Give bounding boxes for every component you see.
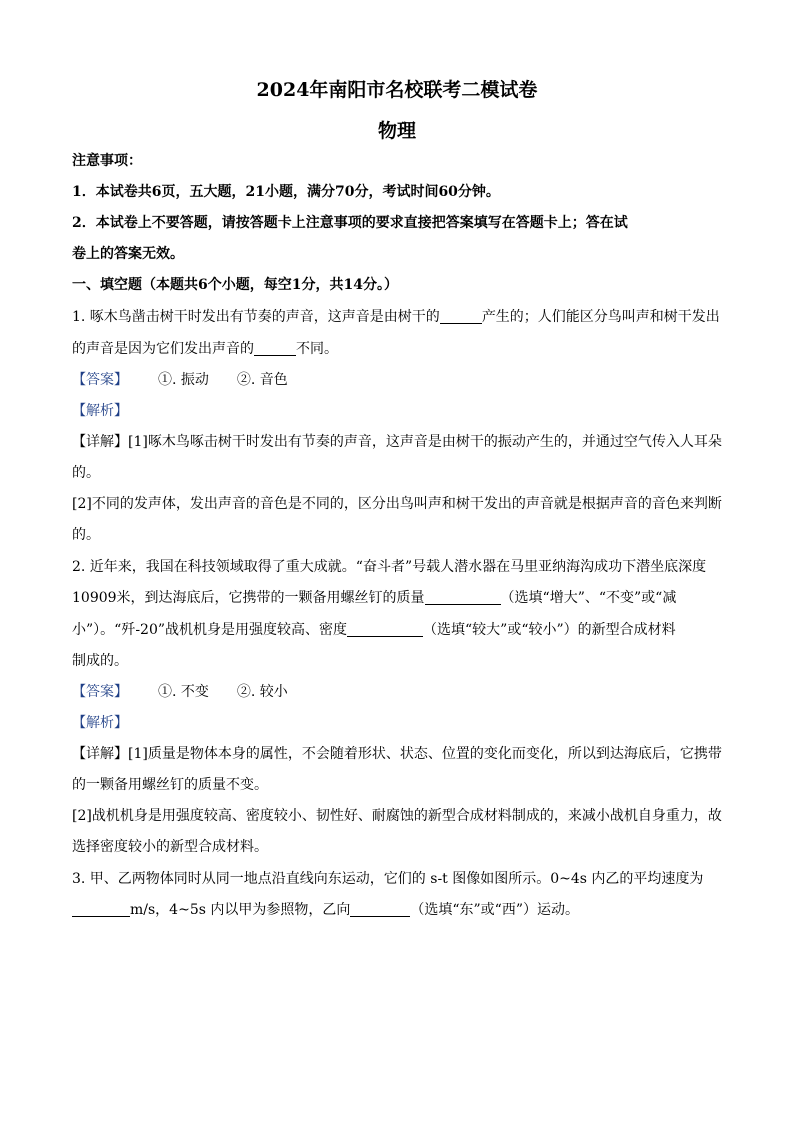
q2-detail-text-1: [1]质量是物体本身的属性，不会随着形状、状态、位置的变化而变化，所以到达海底后，它携带	[128, 746, 722, 762]
q2-answer	[72, 681, 288, 701]
q1-line-1	[72, 306, 720, 326]
q1-analysis-tag: 【解析】	[72, 403, 128, 419]
q3-blank-1	[72, 902, 130, 917]
q1-blank-1	[440, 309, 482, 324]
q2-blank-1	[425, 590, 501, 605]
q1-text-b: 产生的；人们能区分鸟叫声和树干发出	[481, 309, 720, 325]
q2-line-3	[72, 619, 676, 639]
q2-line-2	[72, 587, 676, 607]
section-heading: 一、填空题（本题共6个小题，每空1分，共14分。）	[72, 277, 398, 293]
q2-analysis-tag: 【解析】	[72, 715, 128, 731]
q3-line-1: 3. 甲、乙两物体同时从同一地点沿直线向东运动，它们的 s-t 图像如图所示。0~4s 内乙的平均速度为	[72, 871, 704, 887]
q1-answer-tag: 【答案】	[72, 372, 128, 388]
q1-blank-2	[254, 341, 296, 356]
q2-detail-line-4: 选择密度较小的新型合成材料。	[72, 839, 268, 855]
notice-item-2-line-2: 卷上的答案无效。	[72, 246, 184, 262]
q2-blank-2	[347, 622, 423, 637]
q3-text-a: m/s，4~5s 内以甲为参照物，乙向	[130, 902, 351, 918]
q3-line-2	[72, 899, 579, 919]
q2-detail-line-1	[72, 743, 722, 763]
q2-detail-tag: 【详解】	[72, 746, 128, 762]
q1-detail-tag: 【详解】	[72, 434, 128, 450]
q2-text-a: 10909米，到达海底后，它携带的一颗备用螺丝钉的质量	[72, 590, 425, 606]
q2-line-1: 2. 近年来，我国在科技领域取得了重大成就。“奋斗者”号载人潜水器在马里亚纳海沟成功下潜坐底深度	[72, 559, 707, 575]
q1-answer	[72, 369, 288, 389]
notice-item-2-line-1: 2．本试卷上不要答题，请按答题卡上注意事项的要求直接把答案填写在答题卡上；答在试	[72, 215, 628, 231]
q1-detail-line-2: 的。	[72, 465, 100, 481]
q2-text-c: 小”）。“歼-20”战机机身是用强度较高、密度	[72, 622, 348, 638]
q2-answer-tag: 【答案】	[72, 684, 128, 700]
notice-heading: 注意事项：	[72, 153, 142, 169]
q2-line-4: 制成的。	[72, 653, 128, 669]
q1-text-d: 不同。	[296, 341, 338, 357]
q1-line-2	[72, 338, 338, 358]
q2-answer-text: ①. 不变 ②. 较小	[158, 684, 288, 700]
exam-title: 2024年南阳市名校联考二模试卷	[256, 79, 538, 101]
notice-item-1: 1．本试卷共6页，五大题，21小题，满分70分，考试时间60分钟。	[72, 184, 500, 200]
q2-text-d: （选填“较大”或“较小”）的新型合成材料	[423, 622, 676, 638]
q1-detail-text-1: [1]啄木鸟啄击树干时发出有节奏的声音，这声音是由树干的振动产生的，并通过空气传入人耳朵	[128, 434, 722, 450]
q1-detail-line-3: [2]不同的发声体，发出声音的音色是不同的，区分出鸟叫声和树干发出的声音就是根据声音的音色来判断	[72, 496, 722, 512]
q1-text-a: 1. 啄木鸟凿击树干时发出有节奏的声音，这声音是由树干的	[72, 309, 440, 325]
q3-blank-2	[350, 902, 410, 917]
q1-answer-text: ①. 振动 ②. 音色	[158, 372, 288, 388]
q3-text-b: （选填“东”或“西”）运动。	[410, 902, 579, 918]
q1-detail-line-4: 的。	[72, 527, 100, 543]
q1-detail-line-1	[72, 431, 722, 451]
q2-text-b: （选填“增大”、“不变”或“减	[500, 590, 677, 606]
q2-detail-line-3: [2]战机机身是用强度较高、密度较小、韧性好、耐腐蚀的新型合成材料制成的，来减小战机自身重力，故	[72, 808, 722, 824]
subject-title: 物理	[377, 120, 416, 142]
q1-text-c: 的声音是因为它们发出声音的	[72, 341, 254, 357]
q2-detail-line-2: 的一颗备用螺丝钉的质量不变。	[72, 777, 268, 793]
